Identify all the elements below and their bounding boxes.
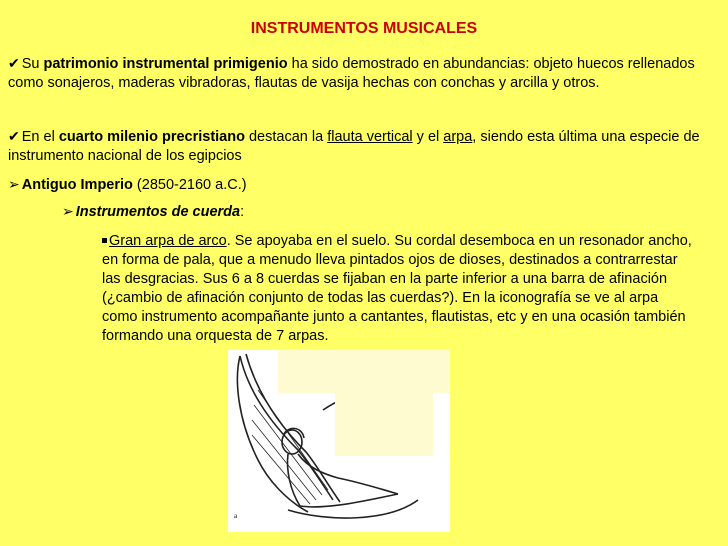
link-arpa[interactable]: arpa	[443, 129, 473, 145]
bold-term: patrimonio instrumental primigenio	[43, 56, 288, 72]
image-overlay	[335, 393, 433, 456]
image-overlay	[278, 350, 450, 393]
arrow-bullet-icon: ➢	[62, 203, 74, 219]
checkmark-icon: ✔	[8, 128, 20, 144]
paragraph-cuarto-milenio: ✔ En el cuarto milenio precristiano destacan la flauta vertical y el arpa, siendo esta última una especie de instrumento nacional de los egipcios	[8, 128, 700, 164]
paragraph-antiguo-imperio: ➢ Antiguo Imperio (2850-2160 a.C.)	[8, 176, 247, 193]
paragraph-patrimonio: ✔ Su patrimonio instrumental primigenio ha sido demostrado en abundancias: objeto huecos rellenados como sonajeros, maderas vibradoras, flautas de vasija hechas con conchas y arcilla y otros.	[8, 55, 695, 91]
link-flauta-vertical[interactable]: flauta vertical	[327, 129, 413, 145]
bold-term: cuarto milenio precristiano	[58, 129, 245, 145]
square-bullet-icon	[102, 238, 107, 243]
checkmark-icon: ✔	[8, 55, 20, 71]
link-gran-arpa-de-arco[interactable]: Gran arpa de arco	[109, 233, 227, 249]
paragraph-gran-arpa: Gran arpa de arco. Se apoyaba en el suelo. Su cordal desemboca en un resonador ancho, en forma de pala, que a menudo lleva pintados ojos de dioses, destinados a contrarrestar las desgracias. Sus 6 a 8 cuerdas se fijaban en la parte inferior a una barra de afinación (¿cambio de afinación conjunto de todas las cuerdas?). En la iconografía se ve al arpa como instrumento acompañante junto a cantantes, flautistas, etc y en una ocasión también formando una orquesta de 7 arpas.	[102, 233, 692, 344]
arrow-bullet-icon: ➢	[8, 176, 20, 192]
figure-label: a	[234, 512, 238, 520]
paragraph-instrumentos-cuerda: ➢ Instrumentos de cuerda:	[62, 203, 245, 220]
page-title: INSTRUMENTOS MUSICALES	[250, 20, 478, 37]
harp-illustration	[228, 350, 450, 532]
